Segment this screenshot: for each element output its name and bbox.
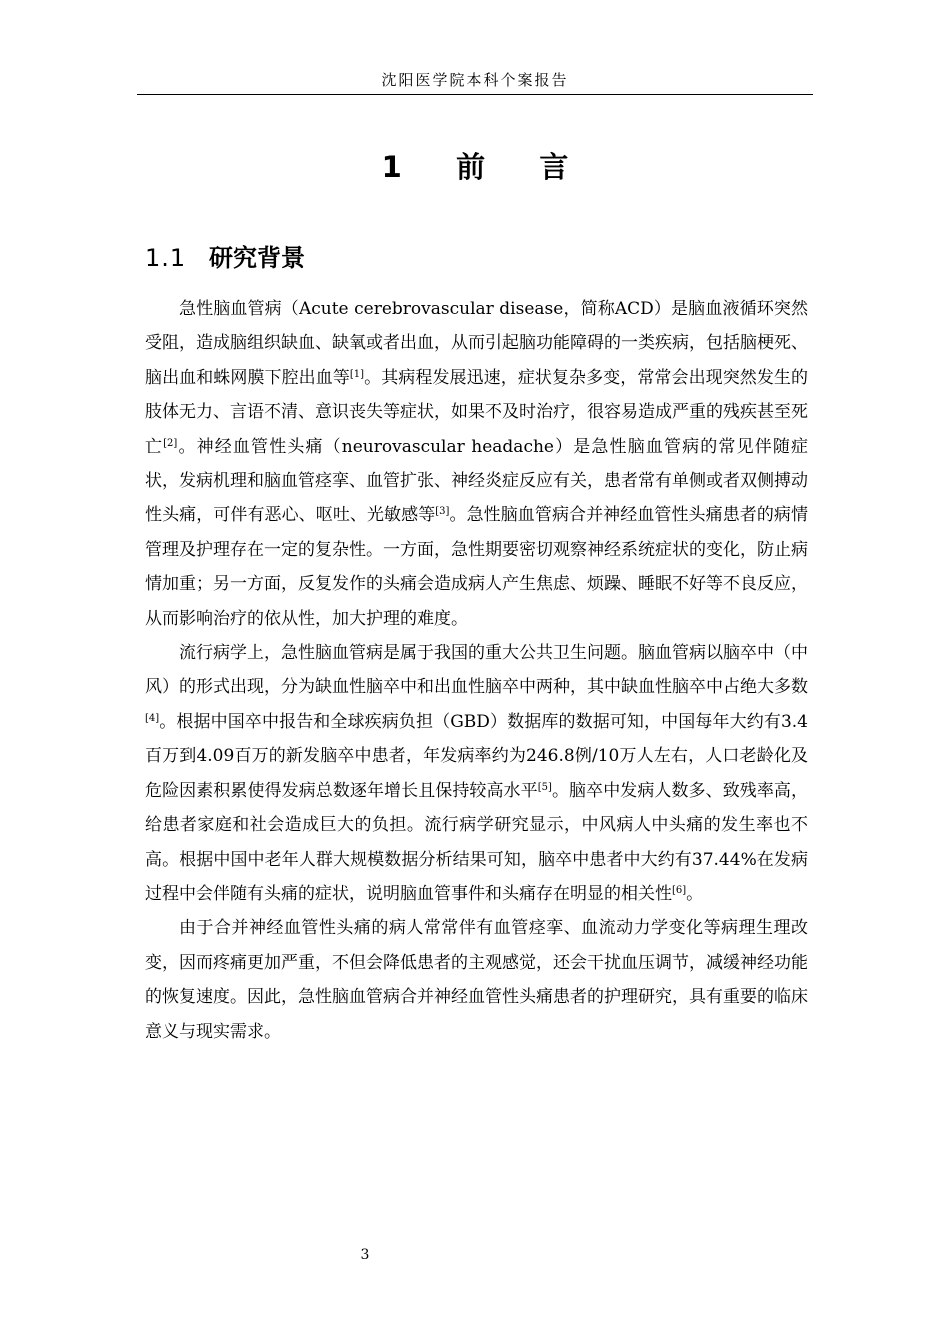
page-number: 3 bbox=[360, 1247, 370, 1263]
section-heading bbox=[145, 240, 305, 276]
paragraph-text: 。神经血管性头痛（neurovascular headache）是急性脑血管病的常见伴随症状，发病机理和脑血管痉挛、血管扩张、神经炎症反应有关，患者常有单侧或者双侧搏动性头痛，可伴有恶心、呕吐、光敏感等 bbox=[145, 436, 809, 526]
header-rule bbox=[137, 94, 813, 95]
citation-ref: [6] bbox=[672, 884, 687, 896]
paragraph-text: 。其病程发展迅速，症状复杂多变，常常会出现突然发生的肢体无力、言语不清、意识丧失等症状，如果不及时治疗，很容易造成严重的残疾甚至死亡 bbox=[145, 367, 809, 457]
section-number: 1.1 bbox=[145, 244, 187, 272]
citation-ref: [2] bbox=[163, 437, 178, 449]
chapter-title-char-1: 前 bbox=[456, 150, 486, 184]
paragraph-text: 。脑卒中发病人数多、致残率高，给患者家庭和社会造成巨大的负担。流行病学研究显示，中风病人中头痛的发生率也不高。根据中国中老年人群大规模数据分析结果可知，脑卒中患者中大约有37.44%在发病过程中会伴随有头痛的症状，说明脑血管事件和头痛存在明显的相关性 bbox=[145, 780, 809, 904]
paragraph-text: 流行病学上，急性脑血管病是属于我国的重大公共卫生问题。脑血管病以脑卒中（中风）的形式出现，分为缺血性脑卒中和出血性脑卒中两种，其中缺血性脑卒中占绝大多数 bbox=[145, 643, 808, 698]
chapter-title-char-2: 言 bbox=[539, 150, 569, 184]
section-title: 研究背景 bbox=[209, 244, 305, 272]
citation-ref: [5] bbox=[537, 781, 552, 793]
chapter-heading bbox=[0, 145, 950, 189]
paragraph-text: 。 bbox=[686, 883, 704, 904]
citation-ref: [3] bbox=[435, 506, 450, 518]
citation-ref: [4] bbox=[145, 712, 160, 724]
body-text bbox=[145, 292, 808, 1049]
running-header: 沈阳医学院本科个案报告 bbox=[381, 71, 569, 89]
paragraph-1 bbox=[145, 292, 808, 636]
paragraph-text: 。急性脑血管病合并神经血管性头痛患者的病情管理及护理存在一定的复杂性。一方面，急性期要密切观察神经系统症状的变化，防止病情加重；另一方面，反复发作的头痛会造成病人产生焦虑、烦躁、睡眠不好等不良反应，从而影响治疗的依从性，加大护理的难度。 bbox=[145, 505, 808, 629]
paragraph-text: 。根据中国卒中报告和全球疾病负担（GBD）数据库的数据可知，中国每年大约有3.4百万到4.09百万的新发脑卒中患者，年发病率约为246.8例/10万人左右，人口老龄化及危险因素积累使得发病总数逐年增长且保持较高水平 bbox=[145, 711, 808, 801]
paragraph-3 bbox=[145, 911, 808, 1049]
chapter-number: 1 bbox=[381, 150, 402, 184]
paragraph-text: 急性脑血管病（Acute cerebrovascular disease，简称ACD）是脑血液循环突然受阻，造成脑组织缺血、缺氧或者出血，从而引起脑功能障碍的一类疾病，包括脑梗死、脑出血和蛛网膜下腔出血等 bbox=[145, 299, 808, 388]
paragraph-text: 由于合并神经血管性头痛的病人常常伴有血管痉挛、血流动力学变化等病理生理改变，因而疼痛更加严重，不但会降低患者的主观感觉，还会干扰血压调节，减缓神经功能的恢复速度。因此，急性脑血管病合并神经血管性头痛患者的护理研究，具有重要的临床意义与现实需求。 bbox=[145, 918, 808, 1042]
paragraph-2 bbox=[145, 636, 808, 911]
citation-ref: [1] bbox=[349, 368, 365, 380]
